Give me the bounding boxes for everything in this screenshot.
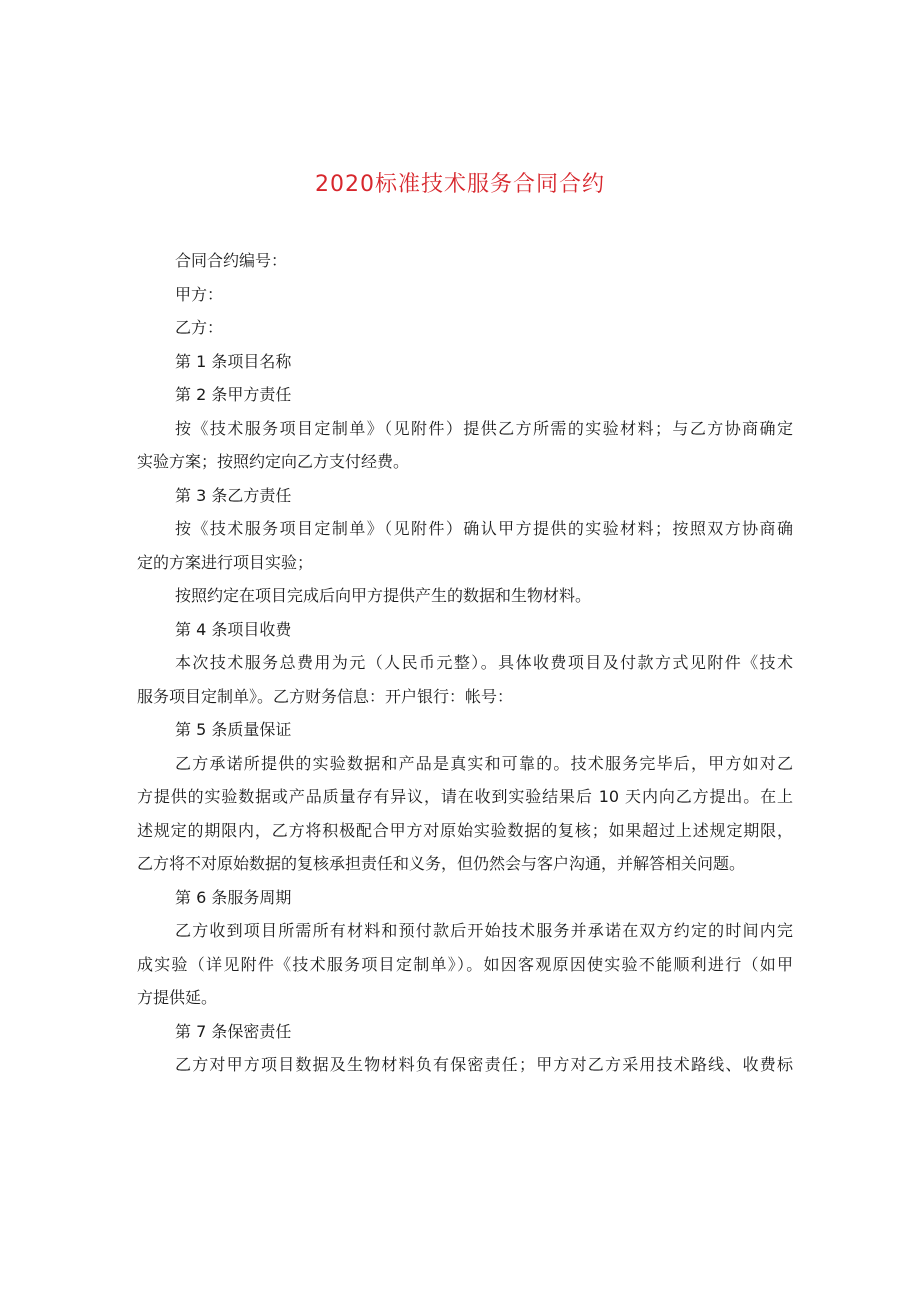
- paragraph-line: 乙方对甲方项目数据及生物材料负有保密责任；甲方对乙方采用技术路线、收费标: [175, 1055, 793, 1074]
- paragraph-line: 按《技术服务项目定制单》（见附件）确认甲方提供的实验材料；按照双方协商确: [175, 519, 793, 538]
- paragraph-line: 乙方将不对原始数据的复核承担责任和义务，但仍然会与客户沟通，并解答相关问题。: [137, 854, 746, 873]
- paragraph-line: 成实验（详见附件《技术服务项目定制单》）。如因客观原因使实验不能顺利进行（如甲: [137, 954, 793, 974]
- paragraph-line: 第 1 条项目名称: [175, 351, 292, 371]
- paragraph-line: 第 4 条项目收费: [175, 619, 292, 639]
- paragraph-line: 本次技术服务总费用为元（人民币元整）。具体收费项目及付款方式见附件《技术: [175, 653, 793, 672]
- paragraph-line: 第 6 条服务周期: [175, 887, 292, 907]
- paragraph-line: 方提供延。: [137, 988, 218, 1007]
- paragraph-line: 第 2 条甲方责任: [175, 385, 292, 404]
- paragraph-line: 第 5 条质量保证: [175, 720, 292, 739]
- document-title: 2020标准技术服务合同合约: [315, 172, 605, 197]
- paragraph-line: 乙方承诺所提供的实验数据和产品是真实和可靠的。技术服务完毕后，甲方如对乙: [175, 753, 793, 773]
- paragraph-line: 服务项目定制单》。乙方财务信息：开户银行：帐号：: [137, 686, 514, 706]
- paragraph-line: 按照约定在项目完成后向甲方提供产生的数据和生物材料。: [175, 586, 592, 605]
- paragraph-line: 定的方案进行项目实验；: [137, 552, 314, 572]
- paragraph-line: 乙方收到项目所需所有材料和预付款后开始技术服务并承诺在双方约定的时间内完: [175, 921, 793, 940]
- paragraph-line: 乙方：: [175, 318, 224, 337]
- paragraph-line: 述规定的期限内，乙方将积极配合甲方对原始实验数据的复核；如果超过上述规定期限，: [137, 820, 793, 840]
- paragraph-line: 甲方：: [175, 284, 224, 304]
- paragraph-line: 第 3 条乙方责任: [175, 485, 292, 505]
- document-body: [137, 244, 793, 1082]
- paragraph-line: 按《技术服务项目定制单》（见附件）提供乙方所需的实验材料；与乙方协商确定: [175, 418, 793, 438]
- paragraph-line: 方提供的实验数据或产品质量存有异议，请在收到实验结果后 10 天内向乙方提出。在上: [137, 787, 793, 806]
- paragraph-line: 实验方案；按照约定向乙方支付经费。: [137, 452, 410, 471]
- paragraph-line: 第 7 条保密责任: [175, 1021, 292, 1041]
- paragraph-line: 合同合约编号：: [175, 251, 288, 270]
